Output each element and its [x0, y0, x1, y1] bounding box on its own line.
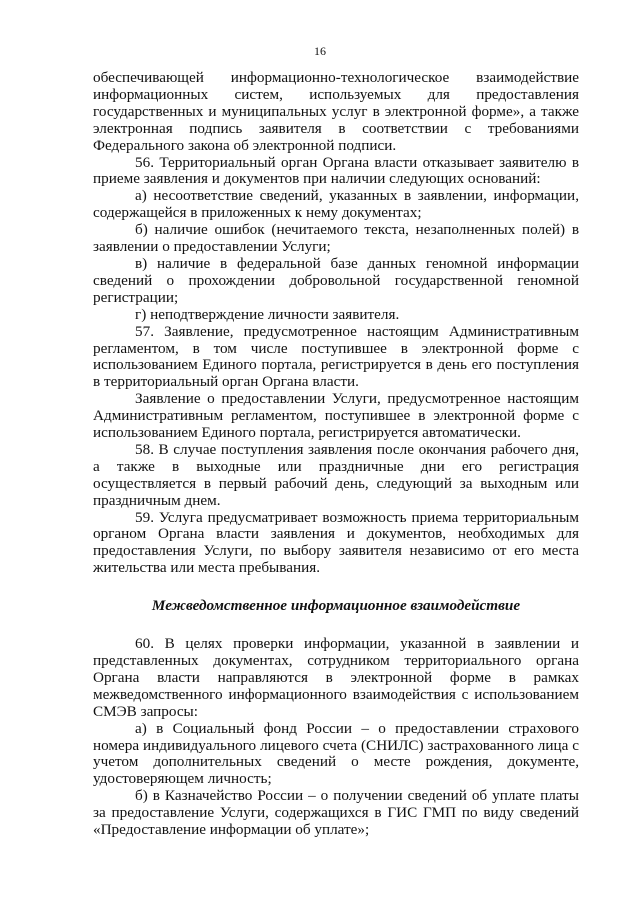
- list-item-56b: б) наличие ошибок (нечитаемого текста, незаполненных полей) в заявлении о предоставлении Услуги;: [93, 221, 579, 256]
- paragraph-58: 58. В случае поступления заявления после окончания рабочего дня, а также в выходные или праздничные дни его регистрация осуществляется в первый рабочий день, следующий за выходным или праздничным днем.: [93, 440, 579, 509]
- list-item-56a: а) несоответствие сведений, указанных в заявлении, информации, содержащейся в приложенных к нему документах;: [93, 187, 579, 222]
- paragraph-continuation: обеспечивающей информационно-технологическое взаимодействие информационных систем, используемых для предоставления государственных и муниципальных услуг в электронной форме», а также электронная подпись заявителя в соответствии с требованиями Федерального закона об электронной подписи.: [93, 69, 579, 154]
- paragraph-57-note: Заявление о предоставлении Услуги, предусмотренное настоящим Административным регламентом, поступившее в электронной форме с использованием Единого портала, регистрируется автоматически.: [93, 390, 579, 442]
- list-item-60b: б) в Казначейство России – о получении сведений об уплате платы за предоставление Услуги, содержащихся в ГИС ГМП по виду сведений «Предоставление информации об уплате»;: [93, 787, 579, 839]
- list-item-56g: г) неподтверждение личности заявителя.: [135, 305, 400, 323]
- paragraph-60: 60. В целях проверки информации, указанной в заявлении и представленных документах, сотрудником территориального органа Органа власти направляются в электронной форме в рамках межведомственного информационного взаимодействия с использованием СМЭВ запросы:: [93, 635, 579, 720]
- paragraph-56: 56. Территориальный орган Органа власти отказывает заявителю в приеме заявления и документов при наличии следующих оснований:: [93, 153, 579, 188]
- paragraph-59: 59. Услуга предусматривает возможность приема территориальным органом Органа власти заявления и документов, необходимых для предоставления Услуги, по выбору заявителя независимо от его места жительства или места пребывания.: [93, 508, 579, 577]
- paragraph-57: 57. Заявление, предусмотренное настоящим Административным регламентом, в том числе поступившее в электронной форме с использованием Единого портала, регистрируется в день его поступления в территориальный орган Органа власти.: [93, 322, 579, 391]
- page-number: 16: [314, 44, 326, 58]
- list-item-56v: в) наличие в федеральной базе данных геномной информации сведений о прохождении добровольной государственной геномной регистрации;: [93, 254, 579, 306]
- document-body: [93, 70, 579, 839]
- list-item-60a: а) в Социальный фонд России – о предоставлении страхового номера индивидуального лицевого счета (СНИЛС) застрахованного лица с учетом дополнительных сведений о месте рождения, документе, удостоверяющем личность;: [93, 719, 579, 788]
- section-heading: Межведомственное информационное взаимодействие: [151, 597, 521, 615]
